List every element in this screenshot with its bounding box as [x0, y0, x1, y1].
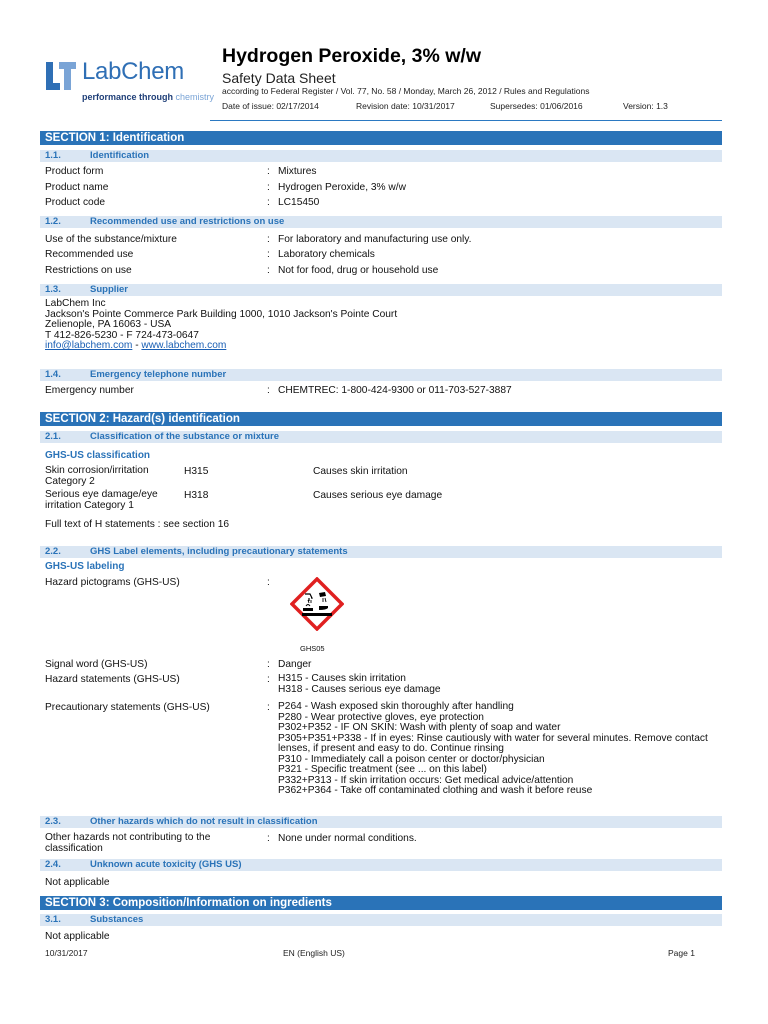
subsection-1-1 [40, 150, 722, 162]
footer-date: 10/31/2017 [45, 948, 88, 958]
precaution-line: P305+P351+P338 - If in eyes: Rinse cautiously with water for several minutes. Remove contact [278, 732, 708, 744]
hazard-statements [278, 674, 441, 695]
precaution-line: P362+P364 - Take off contaminated clothing and wash it before reuse [278, 785, 593, 796]
supplier-company: LabChem Inc [45, 298, 106, 309]
subsection-number: 2.4. [45, 859, 61, 870]
supplier-phone: T 412-826-5230 - F 724-473-0647 [45, 329, 199, 341]
precaution-line: lenses, if present and easy to do. Continue rinsing [278, 743, 504, 754]
document-subtitle: Safety Data Sheet [222, 70, 336, 86]
subsection-title: Substances [90, 914, 144, 925]
subsection-title: Classification of the substance or mixture [90, 431, 279, 442]
hazard-description: Causes serious eye damage [313, 490, 443, 501]
subsection-title: Unknown acute toxicity (GHS US) [90, 859, 242, 870]
footer-page: Page 1 [668, 948, 695, 958]
link-separator: - [132, 340, 142, 351]
colon: : [267, 577, 270, 588]
field-label: Signal word (GHS-US) [45, 659, 148, 670]
supplier-address-2: Zelienople, PA 16063 - USA [45, 319, 172, 330]
field-value: None under normal conditions. [278, 833, 417, 844]
subsection-number: 1.2. [45, 216, 61, 227]
supplier-address-1: Jackson's Pointe Commerce Park Building 1000, 1010 Jackson's Pointe Court [45, 308, 398, 320]
colon: : [267, 674, 270, 685]
subsection-number: 3.1. [45, 914, 61, 925]
subsection-1-4 [40, 369, 722, 381]
subsection-title: GHS Label elements, including precautionary statements [90, 546, 348, 557]
subsection-number: 1.1. [45, 150, 61, 161]
tagline-bold: performance through [82, 92, 174, 102]
subsection-2-4 [40, 859, 722, 871]
label-line-2: classification [45, 842, 103, 854]
full-text-note: Full text of H statements : see section 16 [45, 519, 230, 530]
field-value: For laboratory and manufacturing use only. [278, 234, 472, 245]
subsection-1-2 [40, 216, 722, 228]
hazard-code: H315 [184, 466, 209, 477]
subsection-1-3 [40, 284, 722, 296]
tagline-light: chemistry [175, 92, 215, 102]
hazard-description: Causes skin irritation [313, 466, 408, 477]
field-label: Hazard pictograms (GHS-US) [45, 577, 180, 588]
logo-brand: LabChem [82, 58, 184, 85]
revision-date: Revision date: 10/31/2017 [356, 101, 455, 111]
version: Version: 1.3 [623, 101, 668, 111]
subsection-number: 1.3. [45, 284, 61, 295]
subsection-3-1 [40, 914, 722, 926]
other-hazards-label [45, 833, 210, 854]
subsection-number: 2.1. [45, 431, 61, 442]
supersedes-date: Supersedes: 01/06/2016 [490, 101, 583, 111]
colon: : [267, 166, 270, 177]
corrosion-pictogram-icon [290, 577, 344, 631]
precaution-line: P302+P352 - IF ON SKIN: Wash with plenty of soap and water [278, 722, 561, 733]
category-line-2: irritation Category 1 [45, 499, 134, 511]
email-link[interactable]: info@labchem.com [45, 340, 133, 351]
colon: : [267, 182, 270, 193]
field-value: Hydrogen Peroxide, 3% w/w [278, 182, 406, 193]
colon: : [267, 659, 270, 670]
hazard-statement: H318 - Causes serious eye damage [278, 683, 441, 695]
colon: : [267, 197, 270, 208]
category-line-1: Skin corrosion/irritation [45, 465, 149, 476]
precaution-line: P310 - Immediately call a poison center or doctor/physician [278, 753, 545, 765]
field-label: Precautionary statements (GHS-US) [45, 702, 210, 713]
colon: : [267, 265, 270, 276]
field-value: Mixtures [278, 166, 317, 177]
footer-language: EN (English US) [283, 948, 345, 958]
classification-category [45, 490, 158, 511]
precaution-line: P321 - Specific treatment (see ... on this label) [278, 764, 487, 775]
precaution-line: P332+P313 - If skin irritation occurs: Get medical advice/attention [278, 774, 574, 786]
field-label: Emergency number [45, 385, 134, 396]
subsection-title: Supplier [90, 284, 129, 295]
field-label: Product name [45, 182, 109, 193]
logo-tagline [82, 92, 214, 102]
subsection-number: 2.3. [45, 816, 61, 827]
field-value: Not for food, drug or household use [278, 265, 439, 276]
hazard-statement: H315 - Causes skin irritation [278, 673, 406, 684]
document-title: Hydrogen Peroxide, 3% w/w [222, 45, 481, 67]
subsection-2-3 [40, 816, 722, 828]
field-label: Restrictions on use [45, 265, 132, 276]
precaution-line: P280 - Wear protective gloves, eye protection [278, 711, 484, 723]
field-value: Not applicable [45, 877, 110, 888]
category-line-1: Serious eye damage/eye [45, 489, 158, 500]
subsection-2-2 [40, 546, 722, 558]
field-value: Not applicable [45, 931, 110, 942]
colon: : [267, 833, 270, 844]
regulation-note: according to Federal Register / Vol. 77, No. 58 / Monday, March 26, 2012 / Rules and Regulations [222, 86, 590, 96]
label-line-1: Other hazards not contributing to the [45, 832, 211, 843]
category-line-2: Category 2 [45, 475, 95, 487]
website-link[interactable]: www.labchem.com [141, 340, 227, 351]
colon: : [267, 249, 270, 260]
precaution-line: P264 - Wash exposed skin thoroughly after handling [278, 701, 514, 712]
date-of-issue: Date of issue: 02/17/2014 [222, 101, 319, 111]
signal-word: Danger [278, 659, 312, 670]
supplier-links [45, 341, 397, 352]
section-1-header: SECTION 1: Identification [40, 131, 722, 145]
section-2-header: SECTION 2: Hazard(s) identification [40, 412, 722, 426]
field-label: Recommended use [45, 249, 134, 260]
subsection-title: Recommended use and restrictions on use [90, 216, 285, 227]
supplier-block [45, 299, 397, 352]
field-value: CHEMTREC: 1-800-424-9300 or 011-703-527-3887 [278, 385, 512, 396]
subsection-title: Emergency telephone number [90, 369, 227, 380]
header-divider [210, 120, 722, 121]
colon: : [267, 234, 270, 245]
field-label: Hazard statements (GHS-US) [45, 674, 180, 685]
subsection-title: Identification [90, 150, 150, 161]
labchem-logo-icon [44, 60, 78, 94]
section-3-header: SECTION 3: Composition/Information on ingredients [40, 896, 722, 910]
precautionary-statements [278, 702, 708, 797]
pictogram-code: GHS05 [300, 644, 325, 653]
labchem-logo [44, 58, 224, 108]
colon: : [267, 702, 270, 713]
subsection-number: 1.4. [45, 369, 61, 380]
classification-category [45, 466, 149, 487]
field-label: Product code [45, 197, 106, 208]
field-value: Laboratory chemicals [278, 249, 375, 260]
field-label: Product form [45, 166, 104, 177]
colon: : [267, 385, 270, 396]
subsection-2-1 [40, 431, 722, 443]
subsection-number: 2.2. [45, 546, 61, 557]
subsection-title: Other hazards which do not result in classification [90, 816, 318, 827]
ghs-labeling-heading: GHS-US labeling [45, 561, 125, 572]
field-value: LC15450 [278, 197, 320, 208]
hazard-code: H318 [184, 490, 209, 501]
field-label: Use of the substance/mixture [45, 234, 177, 245]
ghs-classification-heading: GHS-US classification [45, 450, 151, 461]
